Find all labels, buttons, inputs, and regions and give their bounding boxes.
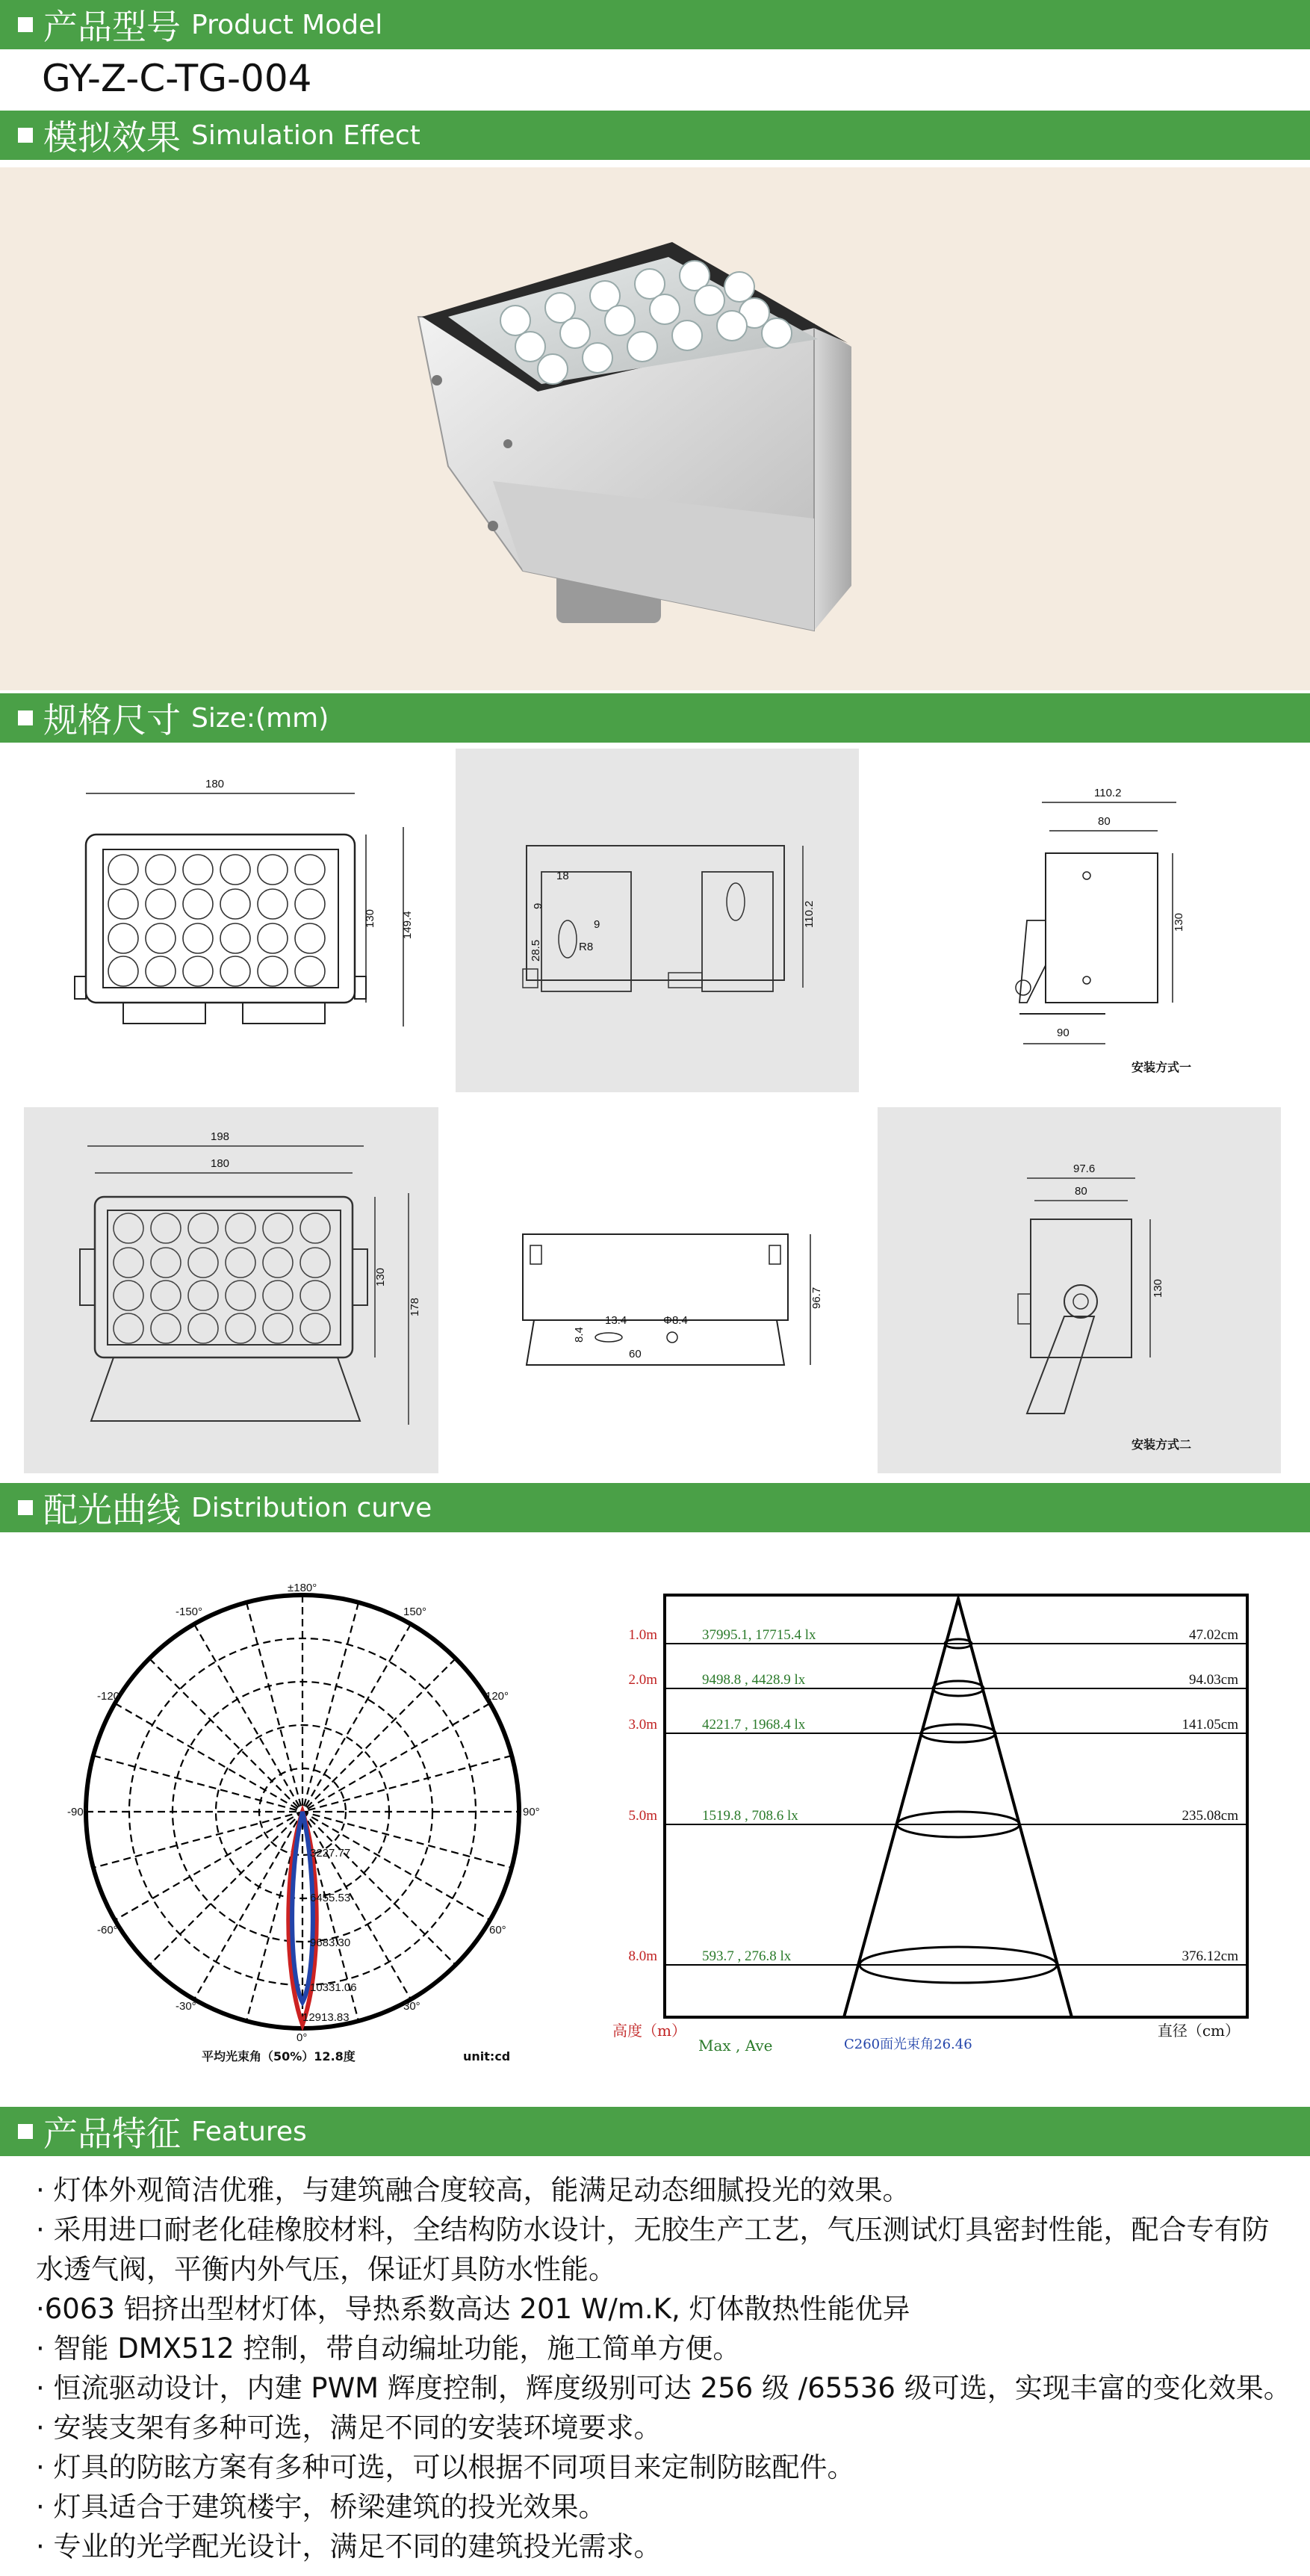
angle-minus-120: -120° bbox=[97, 1690, 125, 1703]
dim-height: 96.7 bbox=[810, 1287, 823, 1309]
dim-height: 130 bbox=[1152, 1278, 1164, 1298]
section-title-cn: 产品特征 bbox=[43, 2114, 181, 2154]
drawing-mount-view-1 bbox=[878, 749, 1296, 1092]
section-title-cn: 模拟效果 bbox=[43, 117, 181, 158]
polar-distribution-chart bbox=[45, 1584, 583, 2077]
angle-60: 60° bbox=[489, 1924, 506, 1936]
dim-phi: Φ8.4 bbox=[663, 1314, 688, 1327]
polar-caption: 平均光束角（50%）12.8度 bbox=[202, 2049, 356, 2063]
cone-illuminance-values: 9498.8 , 4428.9 lx bbox=[702, 1672, 806, 1688]
angle-minus-30: -30° bbox=[176, 2000, 196, 2013]
feature-line: · 恒流驱动设计，内建 PWM 辉度控制，辉度级别可达 256 级 /65536 级可选，实现丰富的变化效果。 bbox=[36, 2372, 1291, 2404]
angle-0: 0° bbox=[297, 2031, 308, 2044]
cone-illuminance-chart bbox=[597, 1584, 1270, 2069]
dim-base: 90 bbox=[1057, 1027, 1070, 1039]
ring-label-3: 9683.30 bbox=[310, 1936, 351, 1949]
dim-width: 180 bbox=[205, 778, 225, 790]
cone-illuminance-values: 1519.8 , 708.6 lx bbox=[702, 1808, 798, 1824]
dim-height-outer: 149.4 bbox=[401, 911, 414, 939]
square-bullet-icon bbox=[18, 128, 33, 143]
drawing-side-view-1 bbox=[456, 749, 859, 1092]
dim-width-inner: 180 bbox=[211, 1157, 230, 1170]
feature-line: · 专业的光学配光设计，满足不同的建筑投光需求。 bbox=[36, 2530, 662, 2563]
square-bullet-icon bbox=[18, 2124, 33, 2139]
cone-xlabel: 直径（cm） bbox=[1157, 2022, 1240, 2040]
drawing-side-view-2 bbox=[463, 1107, 851, 1473]
dim-height-inner: 130 bbox=[364, 908, 376, 928]
section-title-en: Features bbox=[191, 2116, 307, 2147]
angle-minus-150: -150° bbox=[176, 1606, 203, 1618]
dim-height: 130 bbox=[1173, 912, 1185, 932]
cone-diameter-label: 376.12cm bbox=[1182, 1948, 1238, 1964]
section-title-cn: 配光曲线 bbox=[43, 1490, 181, 1530]
dim-height-outer: 178 bbox=[409, 1297, 421, 1316]
cone-ylabel: 高度（m） bbox=[612, 2022, 686, 2040]
cone-height-label: 3.0m bbox=[628, 1717, 657, 1733]
dim-width-inner: 80 bbox=[1098, 815, 1111, 828]
angle-top: ±180° bbox=[288, 1584, 317, 1594]
angle-minus-60: -60° bbox=[97, 1924, 118, 1936]
section-header-distribution bbox=[0, 1483, 1310, 1532]
dim-8-4: 8.4 bbox=[573, 1327, 586, 1343]
section-header-product-model bbox=[0, 0, 1310, 49]
feature-line: · 灯具适合于建筑楼宇，桥梁建筑的投光效果。 bbox=[36, 2491, 606, 2523]
angle-30: 30° bbox=[403, 2000, 420, 2013]
angle-minus-90: -90° bbox=[67, 1806, 88, 1818]
feature-line: 水透气阀，平衡内外气压，保证灯具防水性能。 bbox=[36, 2253, 616, 2285]
drawing-mount-view-2 bbox=[878, 1107, 1281, 1473]
angle-150: 150° bbox=[403, 1606, 427, 1618]
cone-illuminance-values: 4221.7 , 1968.4 lx bbox=[702, 1717, 806, 1733]
cone-diameter-label: 94.03cm bbox=[1189, 1672, 1238, 1688]
ring-label-2: 6455.53 bbox=[310, 1892, 351, 1904]
features-list bbox=[36, 2170, 1291, 2566]
section-header-size bbox=[0, 693, 1310, 743]
feature-line: ·6063 铝挤出型材灯体，导热系数高达 201 W/m.K, 灯体散热性能优异 bbox=[36, 2293, 910, 2325]
dim-28-5: 28.5 bbox=[530, 939, 542, 962]
dim-height: 110.2 bbox=[803, 900, 816, 928]
drawing-front-view-2 bbox=[24, 1107, 438, 1473]
cone-max-ave: Max , Ave bbox=[698, 2037, 773, 2055]
square-bullet-icon bbox=[18, 17, 33, 32]
mount-label-2: 安装方式二 bbox=[1131, 1437, 1192, 1452]
dim-width-outer: 110.2 bbox=[1094, 787, 1122, 799]
ring-label-5: 12913.83 bbox=[302, 2011, 350, 2024]
floodlight-render bbox=[0, 167, 1310, 690]
dim-13-4: 13.4 bbox=[605, 1314, 627, 1327]
section-title-en: Simulation Effect bbox=[191, 120, 420, 151]
section-title-en: Distribution curve bbox=[191, 1492, 432, 1523]
dim-9a: 9 bbox=[532, 902, 544, 909]
angle-120: 120° bbox=[485, 1690, 509, 1703]
section-header-features bbox=[0, 2107, 1310, 2156]
dim-width-outer: 198 bbox=[211, 1130, 230, 1143]
square-bullet-icon bbox=[18, 710, 33, 725]
feature-line: · 灯体外观简洁优雅，与建筑融合度较高，能满足动态细腻投光的效果。 bbox=[36, 2174, 910, 2206]
feature-line: · 灯具的防眩方案有多种可选，可以根据不同项目来定制防眩配件。 bbox=[36, 2451, 855, 2483]
polar-unit: unit:cd bbox=[463, 2049, 511, 2063]
section-title-cn: 规格尺寸 bbox=[43, 700, 181, 740]
drawing-front-view-1 bbox=[15, 749, 433, 1092]
angle-90: 90° bbox=[523, 1806, 540, 1818]
feature-line: · 采用进口耐老化硅橡胶材料，全结构防水设计，无胶生产工艺，气压测试灯具密封性能，配合专有防 bbox=[36, 2214, 1270, 2246]
dim-r8: R8 bbox=[579, 941, 594, 953]
cone-height-label: 1.0m bbox=[628, 1627, 657, 1643]
cone-beam-angle: C260面光束角26.46 bbox=[844, 2037, 972, 2052]
dim-height-inner: 130 bbox=[374, 1267, 387, 1287]
section-title-cn: 产品型号 bbox=[43, 7, 181, 47]
dim-18: 18 bbox=[556, 870, 569, 882]
mount-label-1: 安装方式一 bbox=[1131, 1060, 1192, 1074]
feature-line: · 智能 DMX512 控制，带自动编址功能，施工简单方便。 bbox=[36, 2332, 741, 2365]
ring-label-1: 3227.77 bbox=[310, 1847, 351, 1860]
dim-width-inner: 80 bbox=[1075, 1185, 1087, 1198]
cone-diameter-label: 141.05cm bbox=[1182, 1717, 1238, 1733]
section-title-en: Size:(mm) bbox=[191, 702, 329, 734]
cone-height-label: 8.0m bbox=[628, 1948, 657, 1964]
dim-60: 60 bbox=[629, 1348, 642, 1360]
cone-height-label: 2.0m bbox=[628, 1672, 657, 1688]
cone-diameter-label: 47.02cm bbox=[1189, 1627, 1238, 1643]
feature-line: · 安装支架有多种可选，满足不同的安装环境要求。 bbox=[36, 2412, 662, 2444]
dim-9b: 9 bbox=[594, 918, 600, 931]
cone-illuminance-values: 593.7 , 276.8 lx bbox=[702, 1948, 792, 1964]
square-bullet-icon bbox=[18, 1500, 33, 1515]
model-number: GY-Z-C-TG-004 bbox=[42, 57, 312, 100]
cone-illuminance-values: 37995.1, 17715.4 lx bbox=[702, 1627, 816, 1643]
section-title-en: Product Model bbox=[191, 9, 383, 40]
dim-width-outer: 97.6 bbox=[1073, 1162, 1096, 1175]
ring-label-4: 10331.06 bbox=[310, 1981, 357, 1994]
cone-diameter-label: 235.08cm bbox=[1182, 1808, 1238, 1824]
section-header-simulation bbox=[0, 111, 1310, 160]
cone-height-label: 5.0m bbox=[628, 1808, 657, 1824]
simulation-image bbox=[0, 167, 1310, 690]
